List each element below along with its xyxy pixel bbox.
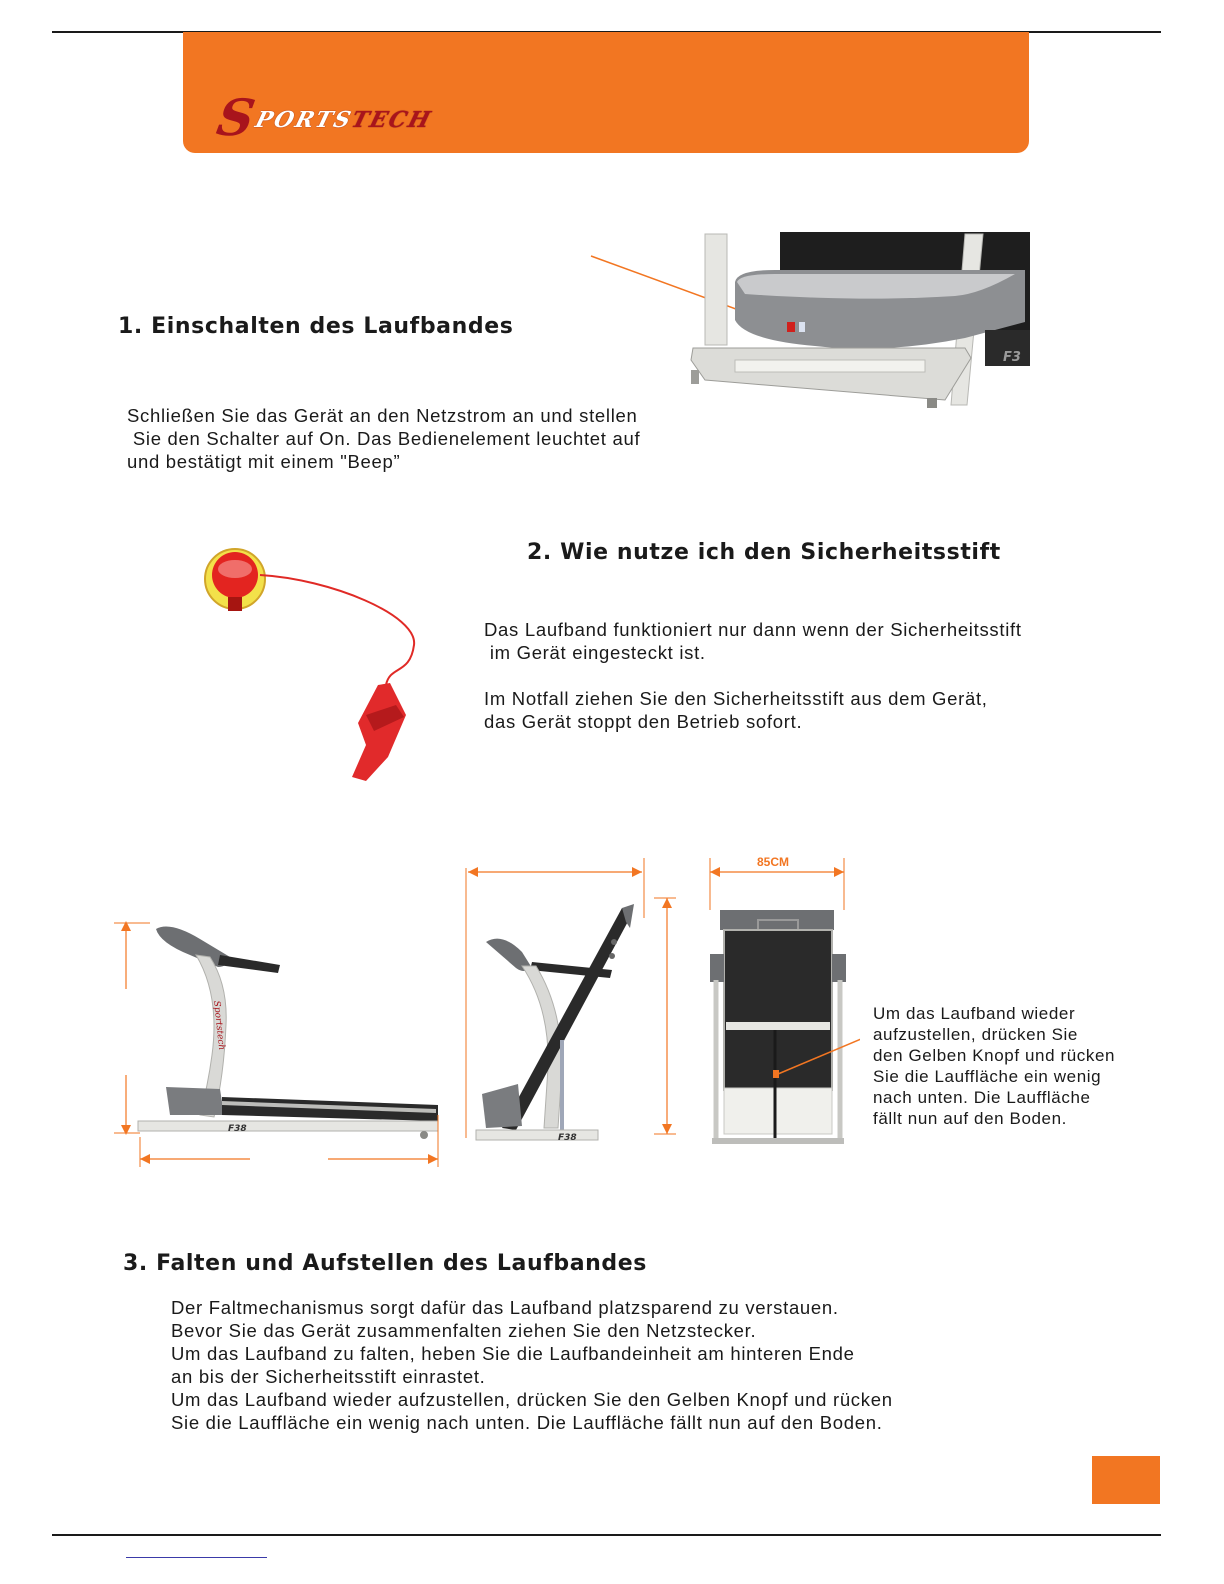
- svg-text:Sportstech: Sportstech: [211, 1000, 227, 1051]
- section3-title: 3. Falten und Aufstellen des Laufbandes: [123, 1251, 647, 1276]
- section2-text: Das Laufband funktioniert nur dann wenn der Sicherheitsstift im Gerät eingesteckt ist. Im Notfall ziehen Sie den Sicherheitsstift aus dem Gerät, das Gerät stoppt den Betrieb sofort.: [484, 619, 1022, 732]
- sportstech-logo: SPORTSTECH: [212, 88, 435, 147]
- section1-text: Schließen Sie das Gerät an den Netzstrom an und stellen Sie den Schalter auf On. Das Bedienelement leuchtet auf und bestätigt mit einem "Beep”: [127, 405, 641, 472]
- bottom-rule: [52, 1534, 1161, 1536]
- treadmill-switch-illustration: [585, 230, 1030, 415]
- section1-title: 1. Einschalten des Laufbandes: [118, 314, 514, 339]
- svg-text:F38: F38: [228, 1124, 247, 1134]
- treadmill-side-view-illustration: [110, 915, 445, 1175]
- svg-text:F3: F3: [1003, 350, 1021, 365]
- svg-text:85CM: 85CM: [756, 855, 790, 869]
- figure-caption: Um das Laufband wieder aufzustellen, drücken Sie den Gelben Knopf und rücken Sie die Lauffläche ein wenig nach unten. Die Lauffläche fällt nun auf den Boden.: [873, 1004, 1116, 1128]
- section2-title: 2. Wie nutze ich den Sicherheitsstift: [527, 540, 1001, 565]
- svg-text:F38: F38: [558, 1133, 577, 1143]
- treadmill-folded-view-illustration: [462, 858, 687, 1148]
- page-number-tab: [1092, 1456, 1160, 1504]
- footer-link-underline: [126, 1557, 267, 1558]
- section3-text: Der Faltmechanismus sorgt dafür das Laufband platzsparend zu verstauen. Bevor Sie das Gerät zusammenfalten ziehen Sie den Netzstecker. Um das Laufband zu falten, heben Sie die Laufbandeinheit am hinteren Ende an bis der Sicherheitsstift einrastet. Um das Laufband wieder aufzustellen, drücken Sie den Gelben Knopf und rücken Sie die Lauffläche ein wenig nach unten. Die Lauffläche fällt nun auf den Boden.: [171, 1297, 893, 1433]
- safety-key-illustration: [190, 545, 420, 785]
- treadmill-rear-view-illustration: [700, 850, 860, 1150]
